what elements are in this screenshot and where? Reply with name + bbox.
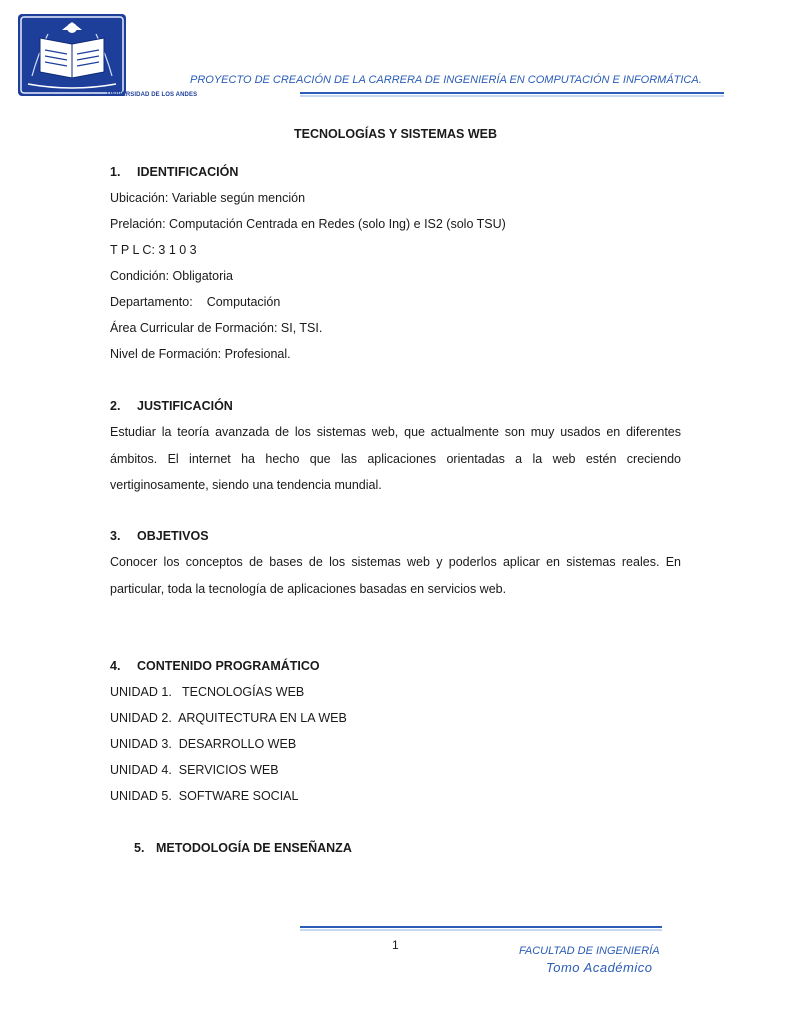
departamento-value: Computación xyxy=(206,295,281,309)
tplc-line: T P L C: 3 1 0 3 xyxy=(110,243,197,257)
section-heading-objetivos xyxy=(110,529,209,543)
document-title: TECNOLOGÍAS Y SISTEMAS WEB xyxy=(293,127,498,141)
unit-item-3: UNIDAD 3. DESARROLLO WEB xyxy=(110,737,297,751)
unit-item-4: UNIDAD 4. SERVICIOS WEB xyxy=(110,763,279,777)
footer-tomo: Tomo Académico xyxy=(546,960,653,975)
unit-item-2: UNIDAD 2. ARQUITECTURA EN LA WEB xyxy=(110,711,347,725)
section-heading-identificacion xyxy=(110,165,238,179)
section-number: 2. xyxy=(110,399,121,413)
section-heading-metodologia xyxy=(134,841,352,855)
section-heading-justificacion xyxy=(110,399,233,413)
section-number: 1. xyxy=(110,165,121,179)
section-number: 4. xyxy=(110,659,121,673)
page-number: 1 xyxy=(392,938,399,952)
section-number: 5. xyxy=(134,841,145,855)
prelacion-line: Prelación: Computación Centrada en Redes (solo Ing) e IS2 (solo TSU) xyxy=(110,217,506,231)
section-title: OBJETIVOS xyxy=(137,529,209,543)
footer-faculty: FACULTAD DE INGENIERÍA xyxy=(519,945,660,957)
header-divider xyxy=(300,92,724,98)
objetivos-paragraph: Conocer los conceptos de bases de los sistemas web y poderlos aplicar en sistemas reales. En particular, toda la tecnología de aplicaciones basadas en servicios web. xyxy=(110,555,681,596)
unit-item-1: UNIDAD 1. TECNOLOGÍAS WEB xyxy=(110,685,305,699)
section-title: JUSTIFICACIÓN xyxy=(137,399,233,413)
section-heading-contenido xyxy=(110,659,320,673)
project-title: PROYECTO DE CREACIÓN DE LA CARRERA DE INGENIERÍA EN COMPUTACIÓN E INFORMÁTICA. xyxy=(190,74,702,86)
university-seal-logo xyxy=(18,14,126,96)
ubicacion-line: Ubicación: Variable según mención xyxy=(110,191,306,205)
departamento-label: Departamento: xyxy=(110,295,193,309)
footer-divider xyxy=(300,926,662,932)
area-line: Área Curricular de Formación: SI, TSI. xyxy=(110,321,323,335)
unit-item-5: UNIDAD 5. SOFTWARE SOCIAL xyxy=(110,789,299,803)
departamento-line xyxy=(110,295,280,309)
section-title: METODOLOGÍA DE ENSEÑANZA xyxy=(156,841,352,855)
condicion-line: Condición: Obligatoria xyxy=(110,269,233,283)
section-number: 3. xyxy=(110,529,121,543)
nivel-line: Nivel de Formación: Profesional. xyxy=(110,347,291,361)
section-title: CONTENIDO PROGRAMÁTICO xyxy=(137,659,320,673)
university-name: UNIVERSIDAD DE LOS ANDES xyxy=(107,92,198,98)
section-title: IDENTIFICACIÓN xyxy=(137,165,239,179)
justificacion-paragraph: Estudiar la teoría avanzada de los sistemas web, que actualmente son muy usados en diferentes ámbitos. El internet ha hecho que las aplicaciones orientadas a la web estén creciendo vertiginosamente, siendo una tendencia mundial. xyxy=(110,425,681,492)
